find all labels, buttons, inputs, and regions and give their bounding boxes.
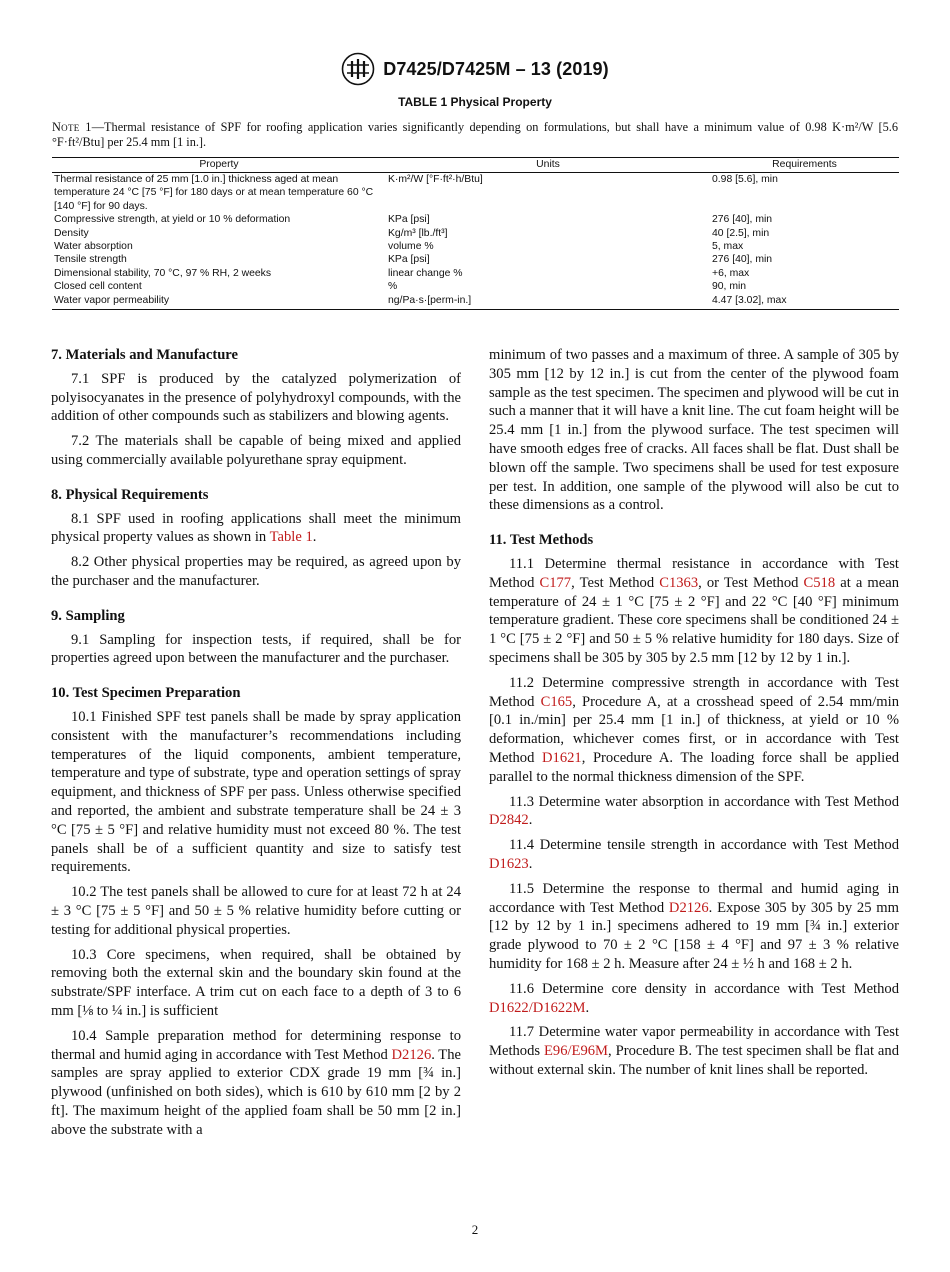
- paragraph-text: .: [312, 529, 317, 546]
- paragraph-7-2: 7.2 The materials shall be capable of being mixed and applied using commercially available polyurethane spray equipment.: [51, 433, 461, 468]
- paragraph-11-6: [489, 980, 899, 1018]
- section-heading-9: 9. Sampling: [51, 607, 125, 624]
- paragraph-10-4-continued: minimum of two passes and a maximum of three. A sample of 305 by 305 mm [12 by 12 in.] is cut from the center of the plywood foam sample as the test specimen. The specimen and plywood will be cut in such a manner that it will have a knit line. The cut foam height will be 25.4 mm [1 in.] from the plywood surface. The test specimen will have smooth edges free of cracks. All faces shall be flat. Dust shall be blown off the sample. Two specimens shall be used for test exposure per test. In addition, one sample of the plywood will also be cut to these dimensions as a control.: [489, 347, 899, 514]
- cell-property: Tensile strength: [54, 254, 127, 266]
- cell-units: K·m²/W [°F·ft²·h/Btu]: [388, 174, 483, 185]
- link-e96[interactable]: E96/E96M: [543, 1043, 609, 1060]
- cell-units: ng/Pa·s·[perm-in.]: [386, 294, 710, 310]
- paragraph-text: 10.4 Sample preparation method for determining response to thermal and humid aging in accordance with Test Method: [51, 1027, 461, 1063]
- right-column: [489, 346, 899, 1086]
- paragraph-text: . Expose 305 by 305 by 25 mm [12 by 12 by 1 in.] specimens adhered to 19 mm [¾ in.] exterior grade plywood to 70 ± 2 °C [158 ± 4 °F] and 97 ± 3 % relative humidity for 168 ± 2 h. Measure after 24 ± ½ h and 168 ± 2 h.: [489, 899, 899, 972]
- paragraph-text: 11.6 Determine core density in accordance with Test Method: [509, 980, 899, 997]
- cell-requirement: 276 [40], min: [712, 214, 773, 226]
- paragraph-11-7: [489, 1023, 899, 1079]
- cell-units: KPa [psi]: [388, 214, 430, 226]
- cell-property: Compressive strength, at yield or 10 % deformation: [54, 214, 291, 226]
- section-heading-10: 10. Test Specimen Preparation: [51, 685, 241, 702]
- paragraph-text: , Procedure B. The test specimen shall be flat and without external skin. The number of knit lines shall be reported.: [489, 1043, 899, 1078]
- doc-number: D7425/D7425M – 13 (2019): [383, 58, 609, 79]
- link-table-1[interactable]: Table 1: [269, 529, 313, 546]
- cell-units: linear change %: [388, 267, 463, 279]
- paragraph-text: at a mean temperature of 24 ± 1 °C [75 ± 2 °F] and 22 °C [40 °F] minimum temperature gradient. These core specimens shall be conditioned 24 ± 1 °C [75 ± 2 °F] and 50 ± 5 % relative humidity for 180 days. Size of specimens shall be 305 by 305 by 2.5 mm [12 by 12 by 1 in.].: [489, 574, 899, 666]
- link-d2126[interactable]: D2126: [668, 899, 709, 916]
- page-number: 2: [471, 1222, 479, 1237]
- cell-property: Water absorption: [54, 241, 133, 253]
- physical-property-table: [52, 157, 899, 310]
- paragraph-11-1: [489, 555, 899, 668]
- link-c177[interactable]: C177: [539, 574, 572, 591]
- paragraph-11-5: [489, 880, 899, 974]
- left-column: [51, 346, 461, 1145]
- paragraph-text: 8.1 SPF used in roofing applications shall meet the minimum physical property values as shown in: [51, 510, 461, 546]
- paragraph-text: , Procedure A, at a crosshead speed of 2.54 mm/min [0.1 in./min] per 25.4 mm [1 in.] of thickness, at yield or 10 % deformation, whichever comes first, or in accordance with Test Method: [489, 693, 899, 766]
- paragraph-9-1: 9.1 Sampling for inspection tests, if required, shall be for properties agreed upon between the manufacturer and the purchaser.: [51, 631, 461, 667]
- cell-units: %: [388, 281, 398, 293]
- paragraph-7-1: 7.1 SPF is produced by the catalyzed polymerization of polyisocyanates in the presence of polyhydroxyl compounds, with the addition of other compounds such as stabilizers and blowing agents.: [51, 370, 461, 425]
- link-c518[interactable]: C518: [803, 574, 836, 591]
- astm-logo-icon: [341, 52, 375, 86]
- document-header: [0, 52, 950, 86]
- paragraph-text: , or Test Method: [698, 574, 804, 591]
- link-d2842[interactable]: D2842: [489, 812, 529, 829]
- cell-requirement: 276 [40], min: [712, 254, 773, 266]
- cell-property: Closed cell content: [54, 281, 142, 293]
- table-row: [52, 267, 899, 280]
- cell-requirement: 40 [2.5], min: [712, 227, 770, 239]
- cell-property: Density: [54, 227, 89, 239]
- note-text: —Thermal resistance of SPF for roofing application varies significantly depending on formulations, but shall have a minimum value of 0.98 K·m²/W [5.6 °F·ft²/Btu] per 25.4 mm [1 in.].: [52, 120, 898, 149]
- paragraph-text: .: [528, 812, 533, 829]
- link-d1621[interactable]: D1621: [541, 749, 582, 766]
- paragraph-text: .: [528, 855, 533, 872]
- col-header-property: Property: [52, 158, 386, 173]
- paragraph-text: 11.7 Determine water vapor permeability in accordance with Test Methods: [489, 1024, 899, 1060]
- cell-property: Thermal resistance of 25 mm [1.0 in.] thickness aged at mean temperature 24 °C [75 °F] for 180 days or at mean temperature 60 °C [140 °F] for 90 days.: [54, 174, 374, 212]
- paragraph-text: 11.3 Determine water absorption in accordance with Test Method: [509, 793, 899, 810]
- paragraph-11-4: [489, 836, 899, 874]
- paragraph-text: , Test Method: [571, 574, 660, 591]
- cell-requirement: 4.47 [3.02], max: [710, 294, 899, 310]
- paragraph-text: 11.2 Determine compressive strength in accordance with Test Method: [489, 674, 899, 710]
- paragraph-11-3: [489, 793, 899, 831]
- paragraph-text: 11.4 Determine tensile strength in accordance with Test Method: [509, 837, 899, 854]
- paragraph-text: , Procedure A. The loading force shall be applied parallel to the normal thickness dimension of the SPF.: [489, 749, 899, 785]
- link-c165[interactable]: C165: [540, 693, 573, 710]
- link-d1623[interactable]: D1623: [489, 855, 529, 872]
- cell-requirement: +6, max: [712, 267, 750, 279]
- paragraph-10-3: 10.3 Core specimens, when required, shall be obtained by removing both the external skin and the boundary skin found at the substrate/SPF interface. A trim cut on each face to a depth of 3 to 6 mm [⅛ to ¼ in.] is sufficient: [51, 946, 461, 1019]
- cell-units: KPa [psi]: [388, 254, 430, 266]
- table-row: [52, 294, 899, 310]
- paragraph-10-4: [51, 1027, 461, 1140]
- link-d1622[interactable]: D1622/D1622M: [489, 999, 586, 1016]
- paragraph-10-2: 10.2 The test panels shall be allowed to cure for at least 72 h at 24 ± 3 °C [75 ± 5 °F] and 50 ± 5 % relative humidity before cutting or testing for additional physical properties.: [51, 884, 461, 938]
- table-row: [52, 280, 899, 293]
- paragraph-8-1: [51, 510, 461, 548]
- section-heading-7: 7. Materials and Manufacture: [51, 347, 238, 363]
- table-row: [52, 253, 899, 266]
- paragraph-text: 11.1 Determine thermal resistance in accordance with Test Method: [489, 555, 899, 591]
- cell-units: Kg/m³ [lb./ft³]: [388, 227, 448, 239]
- table-note: [52, 120, 898, 150]
- cell-units: volume %: [388, 241, 434, 253]
- paragraph-8-2: 8.2 Other physical properties may be required, as agreed upon by the purchaser and the manufacturer.: [51, 554, 461, 589]
- paragraph-10-1: 10.1 Finished SPF test panels shall be made by spray application consistent with the manufacturer’s recommendations including temperatures of the liquid components, ambient temperature, temperature and type of substrate, type and operation settings of spray equipment, and thickness of SPF per pass. Unless otherwise specified and reported, the ambient and substrate temperature shall be 24 ± 3 °C [75 ± 5 °F] and relative humidity must not exceed 80 %. The test panels shall be of a sufficient quantity and size to satisfy test requirements.: [51, 708, 461, 876]
- cell-requirement: 90, min: [712, 281, 747, 293]
- paragraph-text: . The samples are spray applied to exterior CDX grade 19 mm [¾ in.] plywood (unfinished on both sides), which is 610 by 610 mm [2 by 2 ft]. The maximum height of the applied foam shall be 50 mm [2 in.] above the substrate with a: [51, 1046, 461, 1138]
- table-header-row: [52, 158, 899, 173]
- cell-requirement: 0.98 [5.6], min: [712, 174, 778, 185]
- section-heading-8: 8. Physical Requirements: [51, 486, 209, 503]
- paragraph-11-2: [489, 674, 899, 787]
- note-label: Note 1: [52, 120, 92, 134]
- link-d2126[interactable]: D2126: [391, 1046, 432, 1063]
- section-heading-11: 11. Test Methods: [489, 532, 594, 549]
- table-row: [52, 173, 899, 214]
- table-row: [52, 227, 899, 240]
- col-header-requirements: Requirements: [710, 158, 899, 173]
- table-title: TABLE 1 Physical Property: [398, 95, 552, 109]
- table-row: [52, 213, 899, 226]
- cell-requirement: 5, max: [712, 241, 744, 253]
- paragraph-text: .: [585, 999, 590, 1016]
- cell-property: Water vapor permeability: [52, 294, 386, 310]
- link-c1363[interactable]: C1363: [659, 574, 699, 591]
- paragraph-text: 11.5 Determine the response to thermal and humid aging in accordance with Test Method: [489, 880, 899, 916]
- cell-property: Dimensional stability, 70 °C, 97 % RH, 2 weeks: [54, 267, 272, 279]
- table-row: [52, 240, 899, 253]
- col-header-units: Units: [386, 158, 710, 173]
